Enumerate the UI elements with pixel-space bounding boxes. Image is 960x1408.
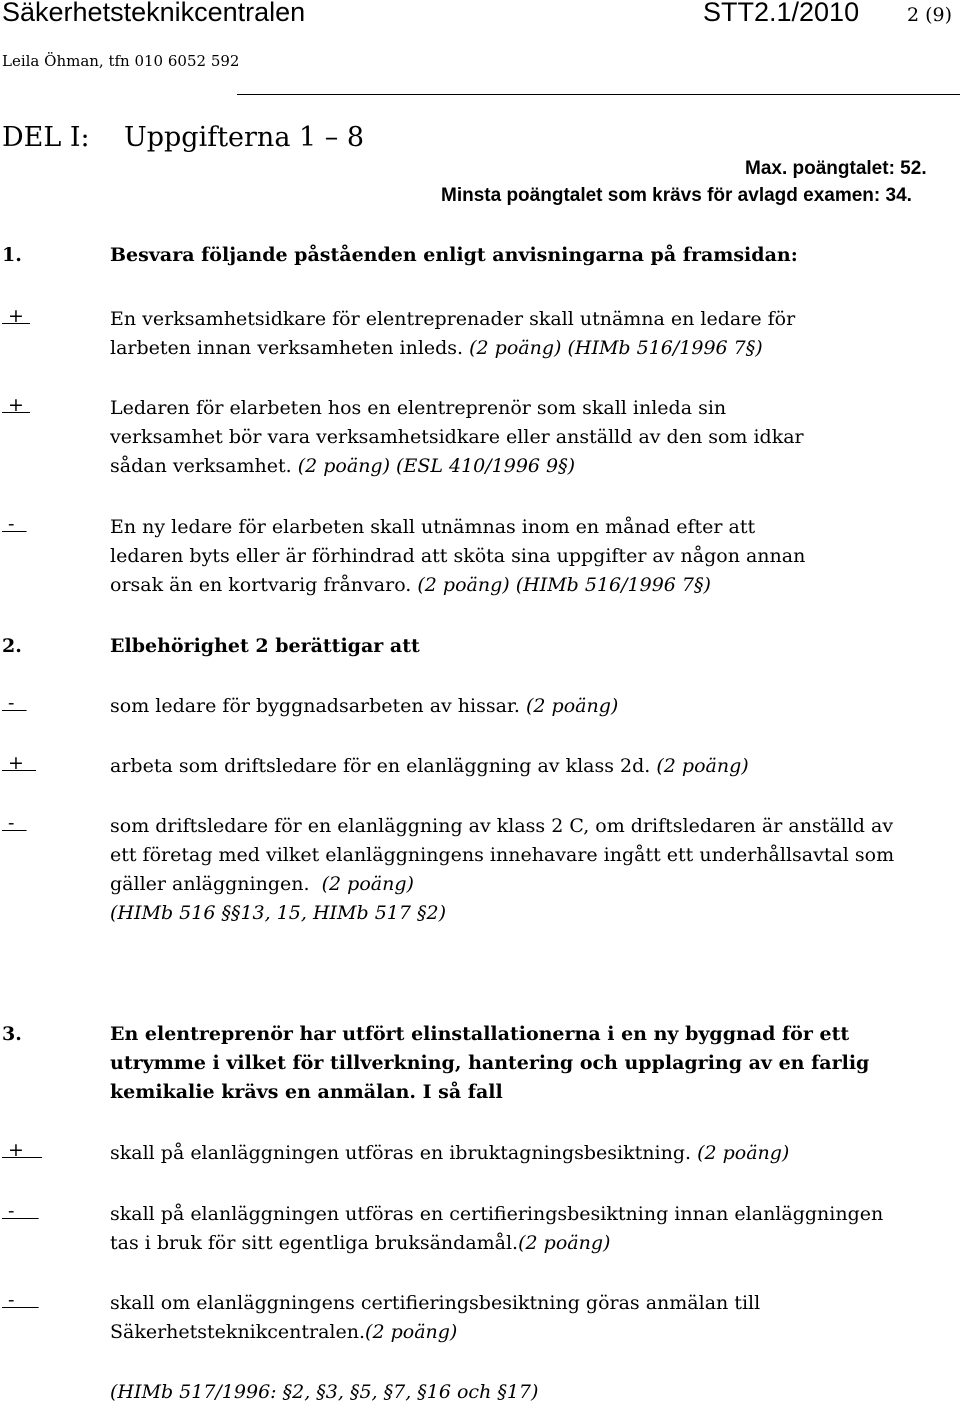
q3-question-line2: utrymme i vilket för tillverkning, hantering och upplagring av en farlig [110,1052,870,1074]
q2-item3-note: (2 poäng) [321,873,414,895]
q1-item1-mark: + [2,305,30,327]
q1-item2-line1: Ledaren för elarbeten hos en elentreprenör som skall inleda sin [110,397,727,419]
q3-reference: (HIMb 517/1996: §2, §3, §5, §7, §16 och §17) [110,1381,539,1403]
q3-item1-note: (2 poäng) [697,1142,790,1164]
q1-item1-note: (2 poäng) (HIMb 516/1996 7§) [469,337,763,359]
q2-item1-line1 [110,692,618,722]
q3-question-line3: kemikalie krävs en anmälan. I så fall [110,1081,503,1103]
q3-item3-line1: skall om elanläggningens certifieringsbesiktning göras anmälan till [110,1292,761,1314]
q3-item3-note: (2 poäng) [365,1321,458,1343]
q1-item1-text: larbeten innan verksamheten inleds. [110,337,470,359]
q2-item2-mark: + [2,752,37,774]
q3-question-line1: En elentreprenör har utfört elinstallationerna i en ny byggnad för ett [110,1023,850,1045]
q2-item3-line2: ett företag med vilket elanläggningens innehavare ingått ett underhållsavtal som [110,844,895,866]
q2-question: Elbehörighet 2 berättigar att [110,635,420,657]
max-points: Max. poängtalet: 52. [745,158,927,179]
q1-item2-line2: verksamhet bör vara verksamhetsidkare eller anställd av den som idkar [110,426,804,448]
q3-item3-line2 [110,1318,457,1348]
section-title: DEL I: Uppgifterna 1 – 8 [2,122,365,153]
q3-item3-mark: - [2,1289,39,1311]
q2-item3-mark: - [2,812,27,834]
q1-item2-note: (2 poäng) (ESL 410/1996 9§) [297,455,576,477]
q1-item3-note: (2 poäng) (HIMb 516/1996 7§) [417,574,711,596]
q3-number: 3. [2,1023,22,1045]
document-code: STT2.1/2010 [703,0,860,27]
q2-item1-mark: - [2,692,27,714]
q1-item3-line1: En ny ledare för elarbeten skall utnämnas inom en månad efter att [110,516,756,538]
q3-item1-line1 [110,1139,789,1169]
q1-item3-line3 [110,571,711,601]
q3-item2-line1: skall på elanläggningen utföras en certifieringsbesiktning innan elanläggningen [110,1203,884,1225]
q3-item3-text: Säkerhetsteknikcentralen. [110,1321,366,1343]
q2-item2-note: (2 poäng) [656,755,749,777]
q1-item3-line2: ledaren byts eller är förhindrad att sköta sina uppgifter av någon annan [110,545,806,567]
q1-item1-line1: En verksamhetsidkare för elentreprenader skall utnämna en ledare för [110,308,796,330]
q1-item2-mark: + [2,394,30,416]
q3-item2-note: (2 poäng) [518,1232,611,1254]
q1-item1-line2 [110,334,763,364]
q3-item2-mark: - [2,1200,39,1222]
q1-question: Besvara följande påståenden enligt anvisningarna på framsidan: [110,244,798,266]
author-contact: Leila Öhman, tfn 010 6052 592 [2,52,240,70]
q1-item2-text: sådan verksamhet. [110,455,298,477]
q2-item2-text: arbeta som driftsledare för en elanläggning av klass 2d. [110,755,657,777]
q3-item1-text: skall på elanläggningen utföras en ibruktagningsbesiktning. [110,1142,698,1164]
q2-item2-line1 [110,752,749,782]
min-points: Minsta poängtalet som krävs för avlagd examen: 34. [441,185,912,206]
q3-item2-line2 [110,1229,610,1259]
q3-item2-text: tas i bruk för sitt egentliga bruksändamål. [110,1232,519,1254]
q1-item2-line3 [110,452,575,482]
q2-item1-note: (2 poäng) [526,695,619,717]
q2-number: 2. [2,635,22,657]
header-divider [237,94,960,95]
q1-number: 1. [2,244,22,266]
q1-item3-text: orsak än en kortvarig frånvaro. [110,574,418,596]
q3-item1-mark: + [2,1139,43,1161]
q2-item3-reference: (HIMb 516 §§13, 15, HIMb 517 §2) [110,902,446,924]
q2-item3-line3 [110,870,414,900]
q2-item3-text: gäller anläggningen. [110,873,322,895]
q1-item3-mark: - [2,513,27,535]
page-number: 2 (9) [907,4,953,26]
organization-name: Säkerhetsteknikcentralen [2,0,306,27]
q2-item1-text: som ledare för byggnadsarbeten av hissar. [110,695,527,717]
q2-item3-line1: som driftsledare för en elanläggning av klass 2 C, om driftsledaren är anställd av [110,815,894,837]
